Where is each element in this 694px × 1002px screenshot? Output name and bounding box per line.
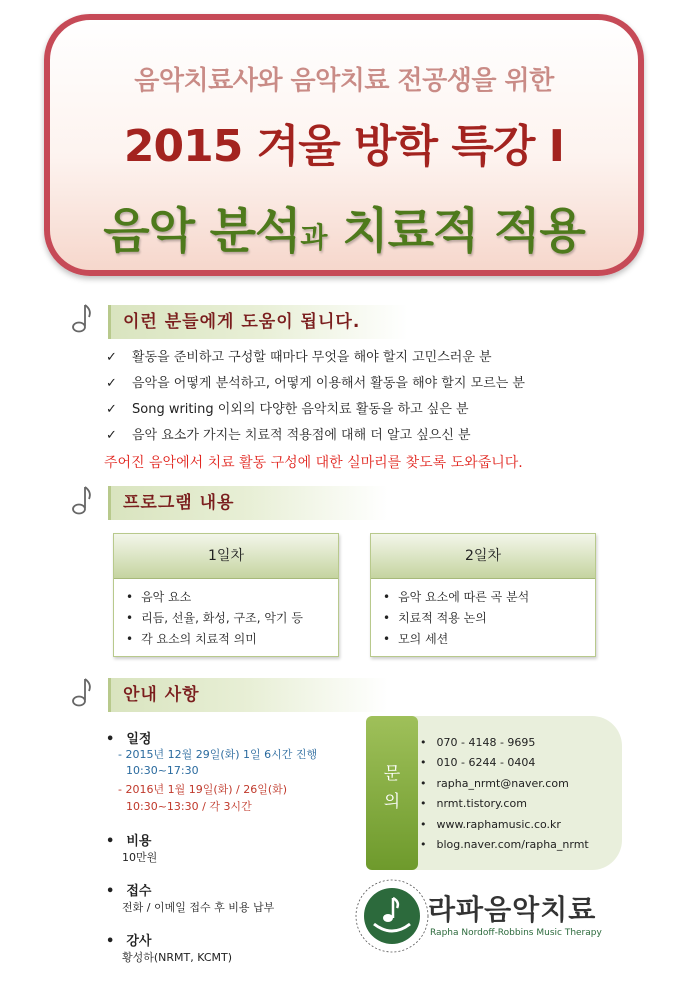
day-2-item: • 치료적 적용 논의 [383,608,595,629]
lecturer-value: 황성하(NRMT, KCMT) [122,951,233,964]
check-icon: ✓ [106,402,117,417]
contact-tab-label: 문의 [383,764,401,812]
contact-blog-tistory[interactable]: • nrmt.tistory.com [420,797,527,810]
highlight-message: 주어진 음악에서 치료 활동 구성에 대한 실마리를 찾도록 도와줍니다. [104,455,523,471]
fee-value: 10만원 [122,851,158,864]
audience-item: ✓ 활동을 준비하고 구성할 때마다 무엇을 해야 할지 고민스러운 분 [106,350,492,365]
contact-website[interactable]: • www.raphamusic.co.kr [420,818,561,831]
header-topic-title [50,192,638,261]
day-2-item: • 모의 세션 [383,629,595,650]
day-1-item: • 리듬, 선율, 화성, 구조, 악기 등 [126,608,338,629]
contact-phone-2[interactable]: • 010 - 6244 - 0404 [420,756,535,769]
day-2-box [370,533,596,657]
topic-part-c: 치료적 적용 [326,203,585,259]
contact-phone-1[interactable]: • 070 - 4148 - 9695 [420,736,535,749]
schedule-line-2: 10:30~17:30 [126,764,199,777]
day-1-title: 1일차 [114,534,338,579]
header-banner [44,14,644,276]
schedule-line-3: - 2016년 1월 19일(화) / 26일(화) [118,783,288,796]
contact-blog-naver[interactable]: • blog.naver.com/rapha_nrmt [420,838,589,851]
section-audience-heading: 이런 분들에게 도움이 됩니다. [108,305,408,339]
section-program-heading: 프로그램 내용 [108,486,388,520]
section-guide-heading: 안내 사항 [108,678,388,712]
schedule-line-4: 10:30~13:30 / 각 3시간 [126,800,252,813]
fee-label: • 비용 [106,830,151,849]
check-icon: ✓ [106,428,117,443]
check-icon: ✓ [106,350,117,365]
header-main-title: 2015 겨울 방학 특강 I [123,121,565,172]
audience-item: ✓ Song writing 이외의 다양한 음악치료 활동을 하고 싶은 분 [106,402,469,417]
day-1-item: • 음악 요소 [126,587,338,608]
check-icon: ✓ [106,376,117,391]
contact-email[interactable]: • rapha_nrmt@naver.com [420,777,569,790]
day-2-item: • 음악 요소에 따른 곡 분석 [383,587,595,608]
music-note-icon [70,676,96,708]
audience-item: ✓ 음악을 어떻게 분석하고, 어떻게 이용해서 활동을 해야 할지 모르는 분 [106,376,525,391]
day-1-item: • 각 요소의 치료적 의미 [126,629,338,650]
audience-item: ✓ 음악 요소가 가지는 치료적 적용점에 대해 더 알고 싶으신 분 [106,428,471,443]
day-1-box [113,533,339,657]
music-note-icon [70,302,96,334]
rapha-logo-icon [352,876,432,956]
music-note-icon [70,484,96,516]
schedule-line-1: - 2015년 12월 29일(화) 1일 6시간 진행 [118,748,318,761]
apply-label: • 접수 [106,880,151,899]
logo-subtitle: Rapha Nordoff-Robbins Music Therapy [430,928,602,938]
day-2-title: 2일차 [371,534,595,579]
header-subtitle: 음악치료사와 음악치료 전공생을 위한 [134,66,554,96]
lecturer-label: • 강사 [106,930,151,949]
schedule-label: • 일정 [106,728,151,747]
apply-value: 전화 / 이메일 접수 후 비용 납부 [122,901,275,914]
topic-part-a: 음악 분석 [103,203,301,259]
topic-part-b: 과 [300,221,327,254]
logo-name: 라파음악치료 [428,893,597,926]
